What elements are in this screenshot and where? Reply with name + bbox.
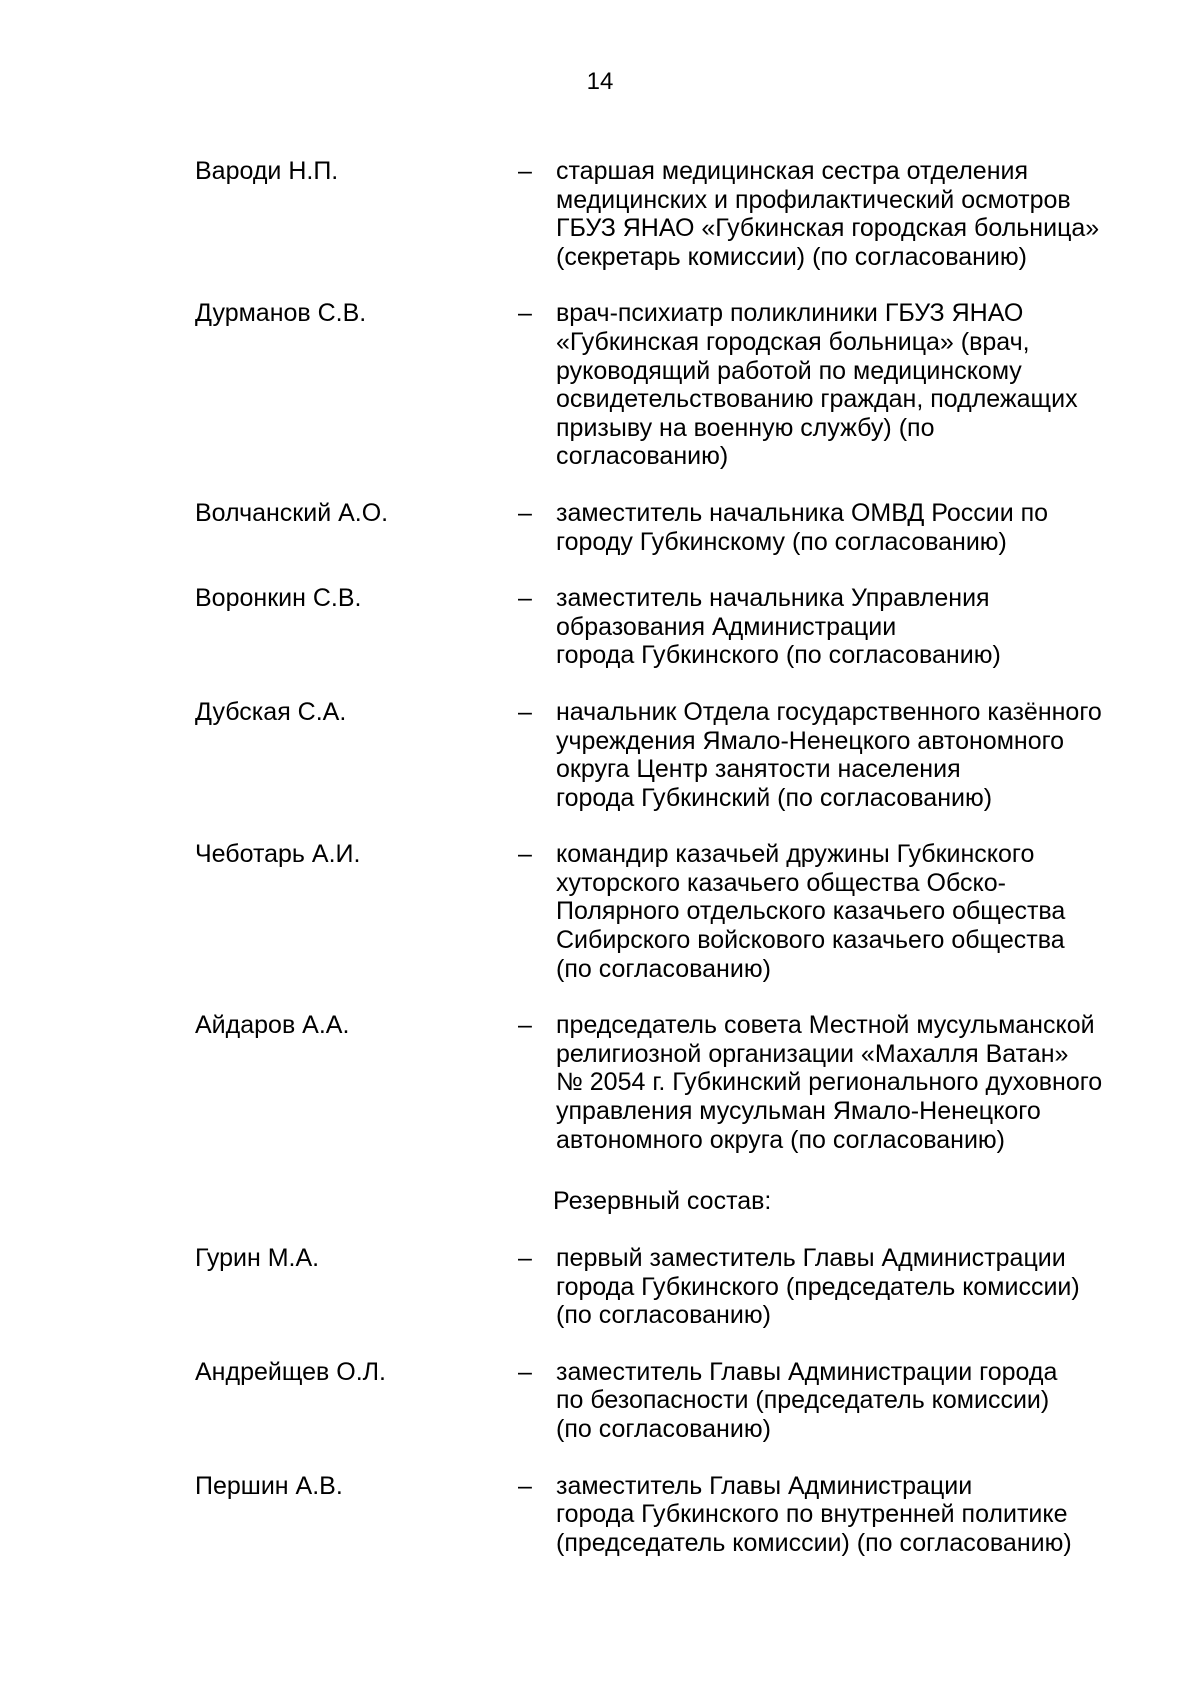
role-description-line: председатель совета Местной мусульманской: [556, 1011, 1095, 1040]
role-description-line: № 2054 г. Губкинский регионального духовного: [556, 1068, 1103, 1097]
role-description-line: заместитель Главы Администрации города: [556, 1357, 1058, 1386]
role-description-line: (секретарь комиссии) (по согласованию): [556, 242, 1027, 271]
member-role-description: [556, 584, 1156, 670]
role-description-line: городу Губкинскому (по согласованию): [556, 527, 1007, 556]
member-name: Дурманов С.В.: [195, 299, 367, 328]
role-description-line: руководящий работой по медицинскому: [556, 356, 1022, 385]
member-role-description: [556, 1472, 1156, 1558]
role-description-line: освидетельствованию граждан, подлежащих: [556, 385, 1078, 414]
role-description-line: учреждения Ямало-Ненецкого автономного: [556, 726, 1065, 755]
role-description-line: Сибирского войскового казачьего общества: [556, 926, 1065, 955]
role-description-line: Полярного отдельского казачьего общества: [556, 897, 1066, 926]
member-name: Андрейщев О.Л.: [195, 1357, 387, 1386]
role-description-line: (по согласованию): [556, 1301, 771, 1330]
entry-dash: –: [518, 840, 532, 869]
member-entry: [0, 1472, 1200, 1558]
page-number: 14: [586, 68, 614, 95]
role-description-line: ГБУЗ ЯНАО «Губкинская городская больница»: [556, 214, 1100, 243]
role-description-line: города Губкинский (по согласованию): [556, 783, 993, 812]
member-entry: [0, 698, 1200, 812]
role-description-line: города Губкинского (председатель комиссии): [556, 1272, 1080, 1301]
member-entry: [0, 840, 1200, 983]
entry-dash: –: [518, 157, 532, 185]
role-description-line: начальник Отдела государственного казённого: [556, 697, 1102, 726]
member-role-description: [556, 698, 1156, 812]
member-role-description: [556, 299, 1156, 471]
role-description-line: города Губкинского (по согласованию): [556, 641, 1001, 670]
member-name: Чеботарь А.И.: [195, 840, 361, 869]
member-name: Вароди Н.П.: [195, 157, 339, 185]
member-entry: [0, 1358, 1200, 1444]
role-description-line: командир казачьей дружины Губкинского: [556, 840, 1035, 869]
entry-dash: –: [518, 1011, 532, 1040]
reserve-heading: Резервный состав:: [553, 1187, 772, 1215]
member-entry: [0, 1244, 1200, 1330]
role-description-line: призыву на военную службу) (по: [556, 413, 935, 442]
member-entry: [0, 584, 1200, 670]
role-description-line: заместитель Главы Администрации: [556, 1471, 973, 1500]
member-role-description: [556, 1244, 1156, 1330]
role-description-line: по безопасности (председатель комиссии): [556, 1386, 1050, 1415]
entry-dash: –: [518, 1357, 532, 1386]
role-description-line: (по согласованию): [556, 1414, 771, 1443]
member-entry: [0, 157, 1200, 271]
member-entry: [0, 1011, 1200, 1154]
entry-dash: –: [518, 1471, 532, 1500]
role-description-line: (председатель комиссии) (по согласованию): [556, 1528, 1072, 1557]
role-description-line: первый заместитель Главы Администрации: [556, 1244, 1066, 1272]
role-description-line: врач-психиатр поликлиники ГБУЗ ЯНАО: [556, 299, 1024, 328]
role-description-line: округа Центр занятости населения: [556, 755, 961, 784]
role-description-line: автономного округа (по согласованию): [556, 1125, 1006, 1154]
member-name: Айдаров А.А.: [195, 1011, 350, 1040]
commission-members-list: [0, 157, 1200, 1154]
member-role-description: [556, 499, 1156, 556]
role-description-line: хуторского казачьего общества Обско-: [556, 868, 1006, 897]
entry-dash: –: [518, 1244, 532, 1272]
member-role-description: [556, 1358, 1156, 1444]
role-description-line: старшая медицинская сестра отделения: [556, 157, 1029, 185]
role-description-line: религиозной организации «Махалля Ватан»: [556, 1039, 1069, 1068]
member-entry: [0, 299, 1200, 471]
member-entry: [0, 499, 1200, 556]
role-description-line: (по согласованию): [556, 954, 771, 983]
member-name: Воронкин С.В.: [195, 584, 362, 613]
member-role-description: [556, 1011, 1156, 1154]
member-name: Гурин М.А.: [195, 1244, 320, 1272]
entry-dash: –: [518, 498, 532, 527]
role-description-line: заместитель начальника ОМВД России по: [556, 498, 1049, 527]
role-description-line: заместитель начальника Управления: [556, 584, 990, 613]
role-description-line: города Губкинского по внутренней политике: [556, 1500, 1068, 1529]
role-description-line: медицинских и профилактический осмотров: [556, 185, 1071, 214]
entry-dash: –: [518, 299, 532, 328]
entry-dash: –: [518, 697, 532, 726]
member-role-description: [556, 840, 1156, 983]
role-description-line: управления мусульман Ямало-Ненецкого: [556, 1097, 1041, 1126]
member-name: Дубская С.А.: [195, 697, 347, 726]
role-description-line: «Губкинская городская больница» (врач,: [556, 327, 1030, 356]
member-name: Першин А.В.: [195, 1471, 343, 1500]
member-role-description: [556, 157, 1156, 271]
role-description-line: согласованию): [556, 442, 729, 471]
entry-dash: –: [518, 584, 532, 613]
role-description-line: образования Администрации: [556, 612, 897, 641]
reserve-members-list: [0, 1244, 1200, 1557]
member-name: Волчанский А.О.: [195, 498, 389, 527]
